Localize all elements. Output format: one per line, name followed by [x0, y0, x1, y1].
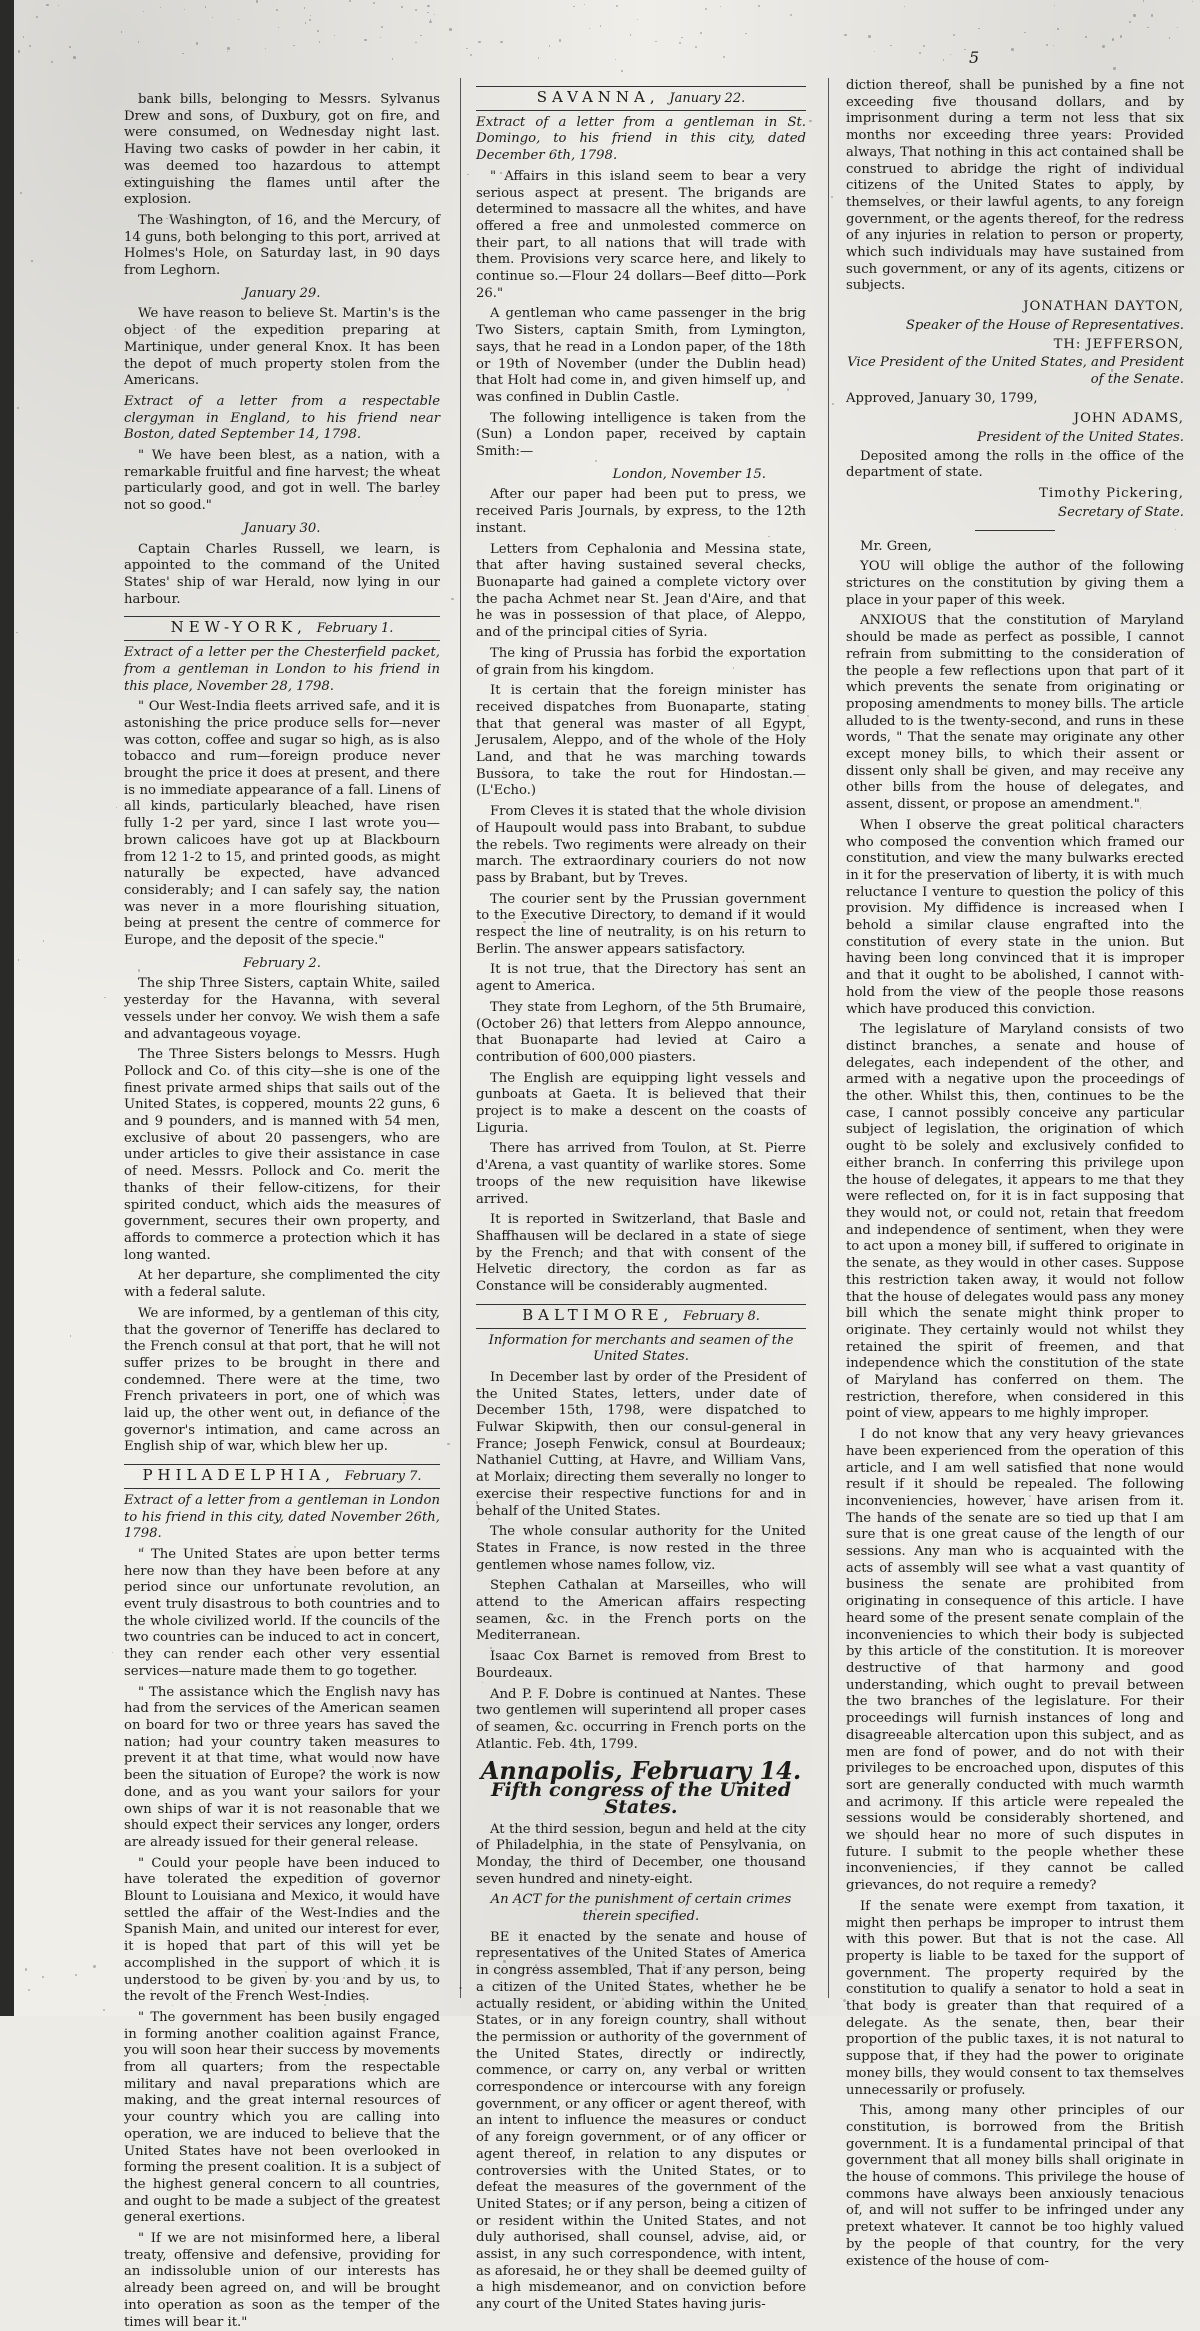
paper-speck [787, 388, 789, 390]
paper-speck [1045, 433, 1046, 434]
paper-speck [1024, 32, 1026, 34]
paper-speck [832, 403, 834, 405]
paper-speck [20, 192, 22, 194]
paper-speck [363, 1594, 365, 1596]
paper-speck [166, 218, 167, 219]
date-line: February 2. [243, 955, 321, 971]
dateline-date: February 8. [683, 1308, 760, 1324]
paper-speck [447, 1443, 449, 1445]
paper-speck [549, 45, 550, 46]
notice-subtitle: Information for merchants and seamen of the United States. [488, 1332, 794, 1365]
paper-speck [160, 7, 161, 8]
article-paragraph: bank bills, belonging to Messrs. Sylvanus Drew and sons, of Duxbury, got on fire, and were consumed, on Wednesday night last. Having two casks of powder in her cabin, it was deemed too hazardous to attempt extinguishing the flames until after the explosion. [124, 92, 440, 208]
paper-speck [150, 1989, 152, 1991]
paper-speck [23, 36, 24, 37]
article-paragraph: We are informed, by a gentleman of this city, that the governor of Teneriffe has declared to the French consul at that port, that he will not suffer prizes to be brought in there and condemned. There were at the time, two French privateers in port, one of which was laid up, the other went out, in defiance of the governor's intimation, and came across an English ship of war, which blew her up. [124, 1305, 440, 1455]
paper-speck [500, 41, 502, 43]
paper-speck [518, 1904, 520, 1906]
paper-speck [731, 279, 733, 281]
paper-speck [655, 41, 657, 43]
paper-speck [29, 45, 31, 47]
article-paragraph: A gentleman who came passenger in the brig Two Sisters, captain Smith, from Lymington, says, that he read in a London paper, of the 18th or 19th of November (under the Dublin head) that Holt had come in, and given himself up, and was confined in Dublin Castle. [476, 306, 806, 405]
paper-speck [610, 1597, 612, 1599]
paper-speck [616, 5, 618, 7]
paper-speck [373, 2, 375, 4]
paper-speck [319, 41, 320, 42]
paper-speck [630, 34, 631, 35]
article-paragraph: At the third session, begun and held at the city of Philadelphia, in the state of Pensylvania, on Monday, the third of December, one thousand seven hundred and ninety-eight. [476, 1821, 806, 1887]
paper-speck [73, 56, 76, 59]
paper-speck [843, 1999, 845, 2001]
paper-speck [415, 9, 417, 11]
article-paragraph: I do not know that any very heavy grievances have been experienced from the operation of this article, and I am well satisfied that none would result if it should be repealed. The following inconveniencies, however, have arisen from it. The hands of the senate are so tied up that I am sure that is one great cause of the length of our sessions. Any man who is acquainted with the acts of assembly will see what a vast quantity of business the senate are prohibited from originating in consequence of this article. I have heard some of the present senate complain of the inconveniencies to which their body is subjected by this article of the constitution. It is moreover destructive of that harmony and good understanding, which ought to prevail between the two branches of the legislature. For their proceedings will furnish instances of long and disagreeable altercation upon this subject, and as men are fond of power, and do not with their privileges to be encroached upon, disputes of this sort are generally conducted with much warmth and acrimony. If this article were repealed the sessions would be considerably shortened, and we should hear no more of such disputes in future. I submit to the people whether these inconveniencies, if they cannot be called grievances, do not require a remedy? [846, 1427, 1184, 1894]
date-line: London, November 15. [612, 466, 766, 482]
paper-speck [720, 6, 721, 7]
article-paragraph: There has arrived from Toulon, at St. Pierre d'Arena, a vast quantity of warlike stores. Some troops of the new requisition have likewise arrived. [476, 1141, 806, 1207]
paper-speck [364, 39, 366, 41]
paper-speck [205, 6, 207, 8]
paper-speck [28, 1989, 30, 1991]
paper-speck [392, 58, 394, 60]
paper-speck [121, 31, 122, 32]
paper-speck [304, 7, 306, 9]
paper-speck [31, 260, 33, 262]
dateline-heading [476, 1304, 806, 1329]
paper-speck [1054, 5, 1055, 6]
paper-speck [381, 26, 383, 28]
paper-speck [199, 1984, 200, 1985]
paper-speck [227, 51, 228, 52]
article-paragraph: It is reported in Switzerland, that Basle and Shaffhausen will be declared in a state of siege by the French; and that with consent of the Helvetic directory, the cordon as far as Constance will be considerably augmented. [476, 1212, 806, 1295]
article-paragraph: From Cleves it is stated that the whole division of Haupoult would pass into Brabant, to subdue the rebels. Two regiments were already on their march. The extraordinary couriers do not now pass by Brabant, but by Treves. [476, 804, 806, 886]
paper-speck [1182, 1992, 1184, 1994]
paper-speck [563, 729, 564, 730]
article-paragraph: " The government has been busily engaged in forming another coalition against France, you will soon hear their success by movements from all quarters; from the respectable military and naval preparations which are making, and the great internal resources of your country which you are calling into operation, we are induced to believe that the United States have not been overlooked in forming the present coalition. It is a subject of the highest general concern to all countries, and ought to be made a subject of the greatest general exertions. [124, 2009, 440, 2226]
paper-speck [351, 215, 352, 216]
paper-speck [200, 1121, 202, 1123]
signature-name: JONATHAN DAYTON, [1023, 299, 1184, 315]
paper-speck [1192, 1, 1193, 2]
paper-speck [500, 172, 501, 173]
paper-speck [1169, 37, 1170, 38]
dateline-heading [124, 616, 440, 641]
paper-speck [103, 2009, 105, 2011]
dateline-place: BALTIMORE, [522, 1305, 674, 1324]
paper-speck [137, 1983, 139, 1985]
paper-speck [58, 5, 59, 6]
paper-speck [790, 14, 792, 16]
paper-speck [868, 35, 871, 38]
paper-speck [649, 1978, 651, 1980]
article-paragraph: And P. F. Dobre is continued at Nantes. These two gentlemen will superintend all proper cases of seamen, &c. occurring in French ports on the Atlantic. Feb. 4th, 1799. [476, 1686, 806, 1752]
paper-speck [285, 1971, 287, 1973]
act-title: An ACT for the punishment of certain crimes therein specified. [490, 1892, 792, 1925]
letter-intro: Extract of a letter from a gentleman in London to his friend in this city, dated November 26th, 1798. [124, 1492, 440, 1542]
paper-speck [900, 1140, 902, 1142]
paper-speck [488, 1518, 490, 1520]
paper-speck [663, 1994, 664, 1995]
paper-speck [794, 1985, 795, 1986]
paper-speck [683, 1966, 685, 1968]
paper-speck [844, 34, 846, 36]
signature-name: TH: JEFFERSON, [1053, 336, 1184, 352]
paper-speck [841, 1998, 842, 1999]
date-line: January 29. [243, 285, 321, 301]
article-paragraph: " If we are not misinformed here, a liberal treaty, offensive and defensive, providing for an indissoluble union of our interests has already been agreed on, and will be brought into operation as soon as the temper of the times will bear it." [124, 2231, 440, 2330]
paper-speck [1046, 44, 1048, 46]
paper-speck [1129, 21, 1131, 23]
article-paragraph: This, among many other principles of our constitution, is borrowed from the British government. It is a fundamental principal of that government that all money bills shall originate in the house of commons. This privilege the house of commons have always been anxiously tenacious of, and will not suffer to be infringed under any pretext whatever. It cannot be too highly valued by the people of that country, for the very existence of the house of com- [846, 2103, 1184, 2269]
paper-speck [25, 1968, 27, 1970]
paper-speck [212, 17, 214, 19]
paper-speck [653, 1972, 654, 1973]
dateline-date: January 22. [669, 91, 746, 106]
dateline-place: PHILADELPHIA, [142, 1466, 335, 1485]
paper-speck [43, 940, 44, 941]
paper-speck [943, 59, 944, 60]
paper-speck [809, 120, 811, 122]
paper-speck [184, 9, 186, 11]
paper-speck [1011, 48, 1013, 50]
date-line: January 30. [243, 520, 321, 536]
article-paragraph: " Our West-India fleets arrived safe, and it is astonishing the price produce sells for—never was cotton, coffee and sugar so high, as is also tobacco and rum—foreign produce never brought the price it does at present, and there is no immediate appearance of a fall. Linens of all kinds, particularly bleached, have risen fully 1-2 per yard, since I last wrote you—brown calicoes have got up at Blackbourn from 12 1-2 to 15, and printed goods, as might naturally be expected, have advanced considerably; and I can safely say, the nation was never in a more flourishing situation, being at present the centre of commerce for Europe, and the deposit of the specie." [124, 699, 440, 949]
signature-title: Vice President of the United States, and President of the Senate. [847, 355, 1184, 387]
paper-speck [265, 48, 266, 49]
section-subtitle: Fifth congress of the United States. [490, 1779, 792, 1818]
dateline-place: NEW-YORK, [170, 618, 307, 637]
paper-speck [950, 54, 951, 55]
paper-speck [503, 1960, 505, 1962]
paper-speck [743, 960, 745, 962]
paper-speck [978, 28, 980, 30]
article-paragraph: The legislature of Maryland consists of two distinct branches, a senate and house of delegates, each independent of the other, and armed with a negative upon the proceedings of the other. Whilst this, then, continues to be the case, I cannot possibly conceive any particular subject of legislation, the origination of which ought to be solely and exclusively confided to either branch. In conferring this privilege upon the house of delegates, it appears to me that they were reflected on, for it is in fact supposing that they would not, or could not, retain that freedom and independence of sentiment, when they were to act upon a money bill, if suffered to originate in the senate, as they would in other cases. Suppose this restriction taken away, it would not follow that the house of delegates would pass any money bill which the senate might think proper to originate. They certainly would not whilst they retained the spirit of freemen, and that independence which the constitution of the state of Maryland has conferred on them. The restriction, therefore, when considered in this point of view, appears to me highly improper. [846, 1022, 1184, 1422]
article-paragraph: We have reason to believe St. Martin's is the object of the expedition preparing at Martinique, under general Knox. It has been the depot of much property stolen from the Americans. [124, 306, 440, 389]
paper-speck [595, 1908, 597, 1910]
paper-speck [138, 41, 139, 42]
paper-speck [467, 174, 468, 175]
paper-speck [317, 30, 319, 32]
paper-speck [1177, 27, 1178, 28]
paper-speck [278, 27, 279, 28]
paper-speck [887, 1839, 890, 1842]
article-paragraph: YOU will oblige the author of the following strictures on the constitution by giving them a place in your paper of this week. [846, 559, 1184, 608]
paper-speck [1147, 27, 1148, 28]
paper-speck [1100, 1968, 1101, 1969]
paper-speck [662, 1961, 664, 1963]
paper-speck [310, 15, 311, 16]
paper-speck [1112, 38, 1115, 41]
paper-speck [637, 19, 638, 20]
signature-title: Secretary of State. [1058, 504, 1184, 520]
signature-title: Speaker of the House of Representatives. [905, 317, 1184, 333]
paper-speck [600, 25, 601, 26]
paper-speck [403, 1402, 405, 1404]
paper-speck [104, 997, 105, 998]
column-left [124, 92, 440, 2330]
letter-intro: Extract of a letter from a respectable clergyman in England, to his friend near Boston, dated September 14, 1798. [124, 393, 440, 443]
paper-speck [1120, 35, 1122, 37]
paper-speck [849, 1989, 850, 1990]
paper-speck [363, 2000, 365, 2002]
paper-speck [831, 196, 833, 198]
paper-speck [478, 41, 480, 43]
paper-speck [490, 1647, 492, 1649]
letter-intro: Extract of a letter per the Chesterfield packet, from a gentleman in London to his friend in this place, November 28, 1798. [124, 645, 440, 694]
article-paragraph: After our paper had been put to press, we received Paris Journals, by express, to the 12th instant. [476, 487, 806, 536]
paper-speck [1143, 0, 1145, 2]
letter-intro: Extract of a letter from a gentleman in St. Domingo, to his friend in this city, dated December 6th, 1798. [476, 114, 806, 164]
paper-speck [964, 49, 966, 51]
paper-speck [584, 4, 585, 5]
dateline-heading [476, 86, 806, 111]
paper-speck [1113, 67, 1115, 69]
article-paragraph: They state from Leghorn, of the 5th Brumaire, (October 26) that letters from Aleppo announce, that Buonaparte had levied at Cairo a contribution of 600,000 piasters. [476, 999, 806, 1065]
paper-speck [700, 32, 702, 34]
paper-speck [906, 192, 908, 194]
paper-speck [904, 6, 905, 7]
paper-speck [1155, 2004, 1157, 2006]
paper-speck [621, 70, 623, 72]
paper-speck [466, 48, 467, 49]
paper-speck [305, 22, 306, 23]
paper-speck [36, 16, 38, 18]
article-paragraph: The Washington, of 16, and the Mercury, of 14 guns, both belonging to this port, arrived at Holmes's Hole, on Saturday last, in 90 days from Leghorn. [124, 212, 440, 279]
paper-speck [890, 45, 891, 46]
paper-speck [1043, 709, 1045, 711]
article-paragraph: Approved, January 30, 1799, [846, 390, 1038, 406]
signature-name: Timothy Pickering, [1039, 486, 1184, 502]
column-rule [828, 78, 829, 1998]
paper-speck [959, 137, 961, 139]
paper-speck [16, 632, 18, 634]
paper-speck [1151, 14, 1153, 16]
paper-speck [196, 42, 198, 44]
article-paragraph: It is certain that the foreign minister has received dispatches from Buonaparte, stating that that general was master of all Egypt, Jerusalem, Aleppo, and of the whole of the Holy Land, and that he was marching towards Bussora, to take the rout for Hindostan.—(L'Echo.) [476, 683, 806, 799]
column-rule [460, 78, 461, 1998]
paper-speck [112, 1652, 113, 1653]
paper-speck [993, 1937, 994, 1938]
paper-speck [981, 1989, 983, 1991]
paper-speck [739, 1081, 740, 1082]
paper-speck [116, 807, 117, 808]
paper-speck [138, 969, 140, 971]
paper-speck [46, 4, 48, 6]
article-paragraph: If the senate were exempt from taxation, it might then perhaps be improper to intrust them with this power. But that is not the case. All property is liable to be taxed for the support of government. The property required by the constitution to qualify a senator to hold a seat in that body is greater than that required of a delegate. As the senate, then, bear their proportion of the public taxes, it is not natural to suppose that, if they had the power to originate money bills, they would consent to tax themselves unnecessarily or profusely. [846, 1898, 1184, 2098]
paper-speck [224, 249, 225, 250]
paper-speck [919, 52, 922, 55]
paper-speck [75, 1974, 77, 1976]
paper-speck [1102, 45, 1104, 47]
paper-speck [18, 50, 21, 53]
signature-title: President of the United States. [977, 430, 1184, 446]
paper-speck [293, 45, 294, 46]
paper-speck [896, 1373, 898, 1375]
paper-speck [334, 35, 335, 36]
paper-speck [349, 0, 351, 2]
paper-speck [603, 1813, 605, 1815]
article-paragraph: Stephen Cathalan at Marseilles, who will attend to the American affairs respecting seamen, &c. in the French ports on the Mediterranean. [476, 1578, 806, 1644]
article-paragraph: Captain Charles Russell, we learn, is appointed to the command of the United States' ship of war Herald, now lying in our harbour. [124, 541, 440, 607]
paper-speck [276, 9, 278, 11]
paper-speck [482, 1682, 483, 1683]
article-paragraph: The following intelligence is taken from the (Sun) a London paper, received by captain Smith:— [476, 410, 806, 460]
paper-speck [595, 460, 597, 462]
paper-speck [131, 177, 132, 178]
paper-speck [535, 1964, 538, 1967]
paper-speck [476, 1501, 478, 1503]
paper-speck [874, 51, 875, 52]
section-title: Annapolis, February 14. [480, 1756, 802, 1786]
paper-speck [589, 28, 590, 29]
paper-speck [523, 921, 525, 923]
article-paragraph: The king of Prussia has forbid the exportation of grain from his kingdom. [476, 645, 806, 678]
column-right [846, 78, 1184, 2269]
paper-speck [449, 28, 452, 31]
paper-speck [401, 6, 403, 8]
paper-speck [429, 21, 432, 24]
article-paragraph: At her departure, she complimented the city with a federal salute. [124, 1268, 440, 1301]
section-divider [975, 530, 1055, 531]
article-paragraph: ANXIOUS that the constitution of Maryland should be made as perfect as possible, I cannot refrain from submitting to the consideration of the people a few reflections upon that part of it which prevents the senate from originating or proposing amendments to money bills. The article alluded to is the twenty-second, and runs in these words, " That the senate may originate any other except money bills, to which their assent or dissent only shall be given, and may receive any other bills from the house of delegates, and assent, dissent, or propose an amendment." [846, 613, 1184, 813]
paper-speck [309, 19, 311, 21]
article-paragraph: BE it enacted by the senate and house of representatives of the United States of America in congress assembled, That if any person, being a citizen of the United States, whether he be actually resident, or abiding within the United States, or in any foreign country, shall without the permission or authority of the government of the United States, directly or indirectly, commence, or carry on, any verbal or written correspondence or intercourse with any foreign government, or any officer or agent thereof, with an intent to influence the measures or conduct of any foreign government, or of any officer or agent thereof, in relation to any disputes or controversies with the United States, or to defeat the measures of the government of the United States; or if any person, being a citizen of or resident within the United States, and not duly authorised, shall counsel, advise, aid, or assist, in any such correspondence, with intent, as aforesaid, he or they shall be deemed guilty of a high misdemeanor, and on conviction before any court of the United States having juris- [476, 1929, 806, 2313]
page-number: 5 [969, 48, 980, 67]
article-paragraph: " We have been blest, as a nation, with a remarkable fruitful and fine harvest; the wheat particularly good, and got in well. The barley not so good." [124, 448, 440, 514]
paper-speck [404, 1968, 406, 1970]
article-paragraph: The Three Sisters belongs to Messrs. Hugh Pollock and Co. of this city—she is one of the finest private armed ships that sails out of the United States, is coppered, mounts 22 guns, 6 and 9 pounders, and is manned with 54 men, exclusive of about 20 passengers, who are under articles to give their assistance in case of need. Messrs. Pollock and Co. merit the thanks of their fellow-citizens, for their spirited conduct, which aids the measures of government, secures their own property, and affords to commerce a protection which it has long wanted. [124, 1047, 440, 1263]
paper-speck [420, 35, 422, 37]
paper-speck [42, 1976, 44, 1978]
paper-speck [758, 5, 760, 7]
paper-speck [573, 6, 575, 8]
paper-speck [343, 1977, 344, 1978]
paper-speck [705, 8, 707, 10]
article-paragraph: " The United States are upon better terms here now than they have been before at any period since our unfortunate revolution, an event truly disastrous to both countries and to the whole civilized world. If the councils of the two countries can be induced to act in concert, they can render each other very essential services—nature made them to go together. [124, 1546, 440, 1679]
paper-speck [695, 46, 697, 48]
article-paragraph: The English are equipping light vessels and gunboats at Gaeta. It is believed that their project is to make a descent on the coasts of Liguria. [476, 1070, 806, 1136]
paper-speck [1176, 1521, 1177, 1522]
article-paragraph: " Could your people have been induced to have tolerated the expedition of governor Blount to Louisiana and Mexico, it would have settled the affair of the West-Indies and the Spanish Main, and united our interest for ever, it is hoped that part of this will yet be accomplished in the support of which it is understood to be given by you and by us, to the revolt of the French West-Indies. [124, 1855, 440, 2005]
paper-speck [1170, 2006, 1171, 2007]
article-paragraph: " The assistance which the English navy has had from the services of the American seamen on board for two or three years has saved the nation; had your country taken measures to prevent it at that time, what would now have been the situation of Europe? the work is now done, and as you want your sailors for your own ships of war it is not reasonable that we should expect their services any longer, orders are already issued for their general release. [124, 1684, 440, 1850]
article-paragraph: The ship Three Sisters, captain White, sailed yesterday for the Havanna, with several vessels under her convoy. We wish them a safe and advantageous voyage. [124, 976, 440, 1042]
article-paragraph: Isaac Cox Barnet is removed from Brest to Bourdeaux. [476, 1649, 806, 1681]
paper-speck [1057, 28, 1058, 29]
paper-speck [143, 11, 144, 12]
paper-speck [622, 1998, 624, 2000]
paper-speck [17, 407, 19, 409]
paper-speck [953, 34, 955, 36]
paper-speck [187, 1820, 189, 1822]
article-paragraph: The courier sent by the Prussian government to the Executive Directory, to demand if it would respect the line of neutrality, is on his return to Berlin. The answer appears satisfactory. [476, 891, 806, 957]
article-paragraph: The whole consular authority for the United States in France, is now rested in the three gentlemen whose names follow, viz. [476, 1524, 806, 1573]
paper-speck [1033, 1982, 1034, 1983]
paper-speck [1085, 36, 1087, 38]
paper-speck [427, 12, 429, 14]
paper-speck [681, 37, 682, 38]
article-paragraph: It is not true, that the Directory has sent an agent to America. [476, 962, 806, 995]
dateline-heading [124, 1464, 440, 1489]
paper-speck [559, 39, 561, 41]
paper-speck [70, 1335, 71, 1336]
paper-speck [69, 46, 71, 48]
article-paragraph: Letters from Cephalonia and Messina state, that after having sustained several checks, Buonaparte had gained a complete victory over the pacha Achmet near St. Jean d'Aire, and that he was in possession of that place, of Aleppo, and of the principal cities of Syria. [476, 541, 806, 641]
paper-speck [470, 54, 472, 56]
paper-speck [256, 0, 258, 2]
article-paragraph: When I observe the great political characters who composed the convention which framed our constitution, and view the many bulwarks erected in it for the preservation of liberty, it is with much reluctance I venture to question the policy of this provision. My diffidence is increased when I behold a similar clause engrafted into the constitution of every state in the union. But having been long convinced that it is improper and that it ought to be abolished, I cannot with-hold from the view of the people those reasons which have produced this conviction. [846, 817, 1184, 1017]
article-paragraph: Deposited among the rolls in the office of the department of state. [846, 448, 1184, 481]
paper-speck [538, 57, 539, 58]
paper-speck [427, 5, 429, 7]
dateline-date: February 1. [316, 621, 394, 637]
paper-speck [434, 14, 435, 15]
paper-speck [1111, 369, 1113, 371]
paper-speck [227, 47, 229, 49]
paper-speck [1063, 1613, 1065, 1615]
paper-speck [51, 61, 53, 63]
paper-speck [310, 1980, 312, 1982]
paper-speck [380, 37, 381, 38]
paper-speck [923, 45, 925, 47]
paper-speck [615, 59, 616, 60]
signature-name: JOHN ADAMS, [1073, 411, 1184, 427]
article-paragraph: In December last by order of the President of the United States, letters, under date of December 15th, 1798, were dispatched to Fulwar Skipwith, then our consul-general in France; Joseph Fenwick, consul at Bourdeaux; Nathaniel Cutting, at Havre, and William Vans, at Morlaix; directing them severally no longer to exercise their respective functions for and in behalf of the United States. [476, 1369, 806, 1519]
paper-speck [1053, 45, 1054, 46]
paper-speck [745, 33, 747, 35]
paper-speck [723, 56, 725, 58]
article-paragraph: " Affairs in this island seem to bear a very serious aspect at present. The brigands are determined to massacre all the whites, and have offered a free and unmolested commerce on their part, to all nations that will trade with them. Provisions very scarce here, and likely to continue so.—Flour 24 dollars—Beef ditto—Pork 26." [476, 168, 806, 301]
dateline-place: SAVANNA, [536, 88, 660, 106]
paper-speck [679, 42, 681, 44]
paper-speck [238, 19, 239, 20]
paper-speck [807, 715, 809, 717]
paper-speck [451, 598, 454, 601]
paper-speck [18, 959, 20, 961]
article-paragraph: Mr. Green, [860, 538, 932, 554]
dateline-date: February 7. [344, 1469, 422, 1485]
paper-speck [182, 53, 183, 54]
paper-speck [1133, 14, 1135, 16]
paper-speck [415, 42, 416, 43]
paper-speck [986, 765, 988, 767]
paper-speck [93, 1965, 95, 1967]
article-paragraph: diction thereof, shall be punished by a fine not exceeding five thousand dollars, and by imprisonment during a term not less that six months nor exceeding three years: Provided always, That nothing in this act contained shall be construed to abridge the right of individual citizens of the United States to apply, by themselves, or their lawful agents, to any foreign government, or the agents thereof, for the redress of any injuries in relation to person or property, which such individuals may have sustained from such government, or any of its agents, citizens or subjects. [846, 78, 1184, 294]
column-middle [476, 78, 806, 2313]
